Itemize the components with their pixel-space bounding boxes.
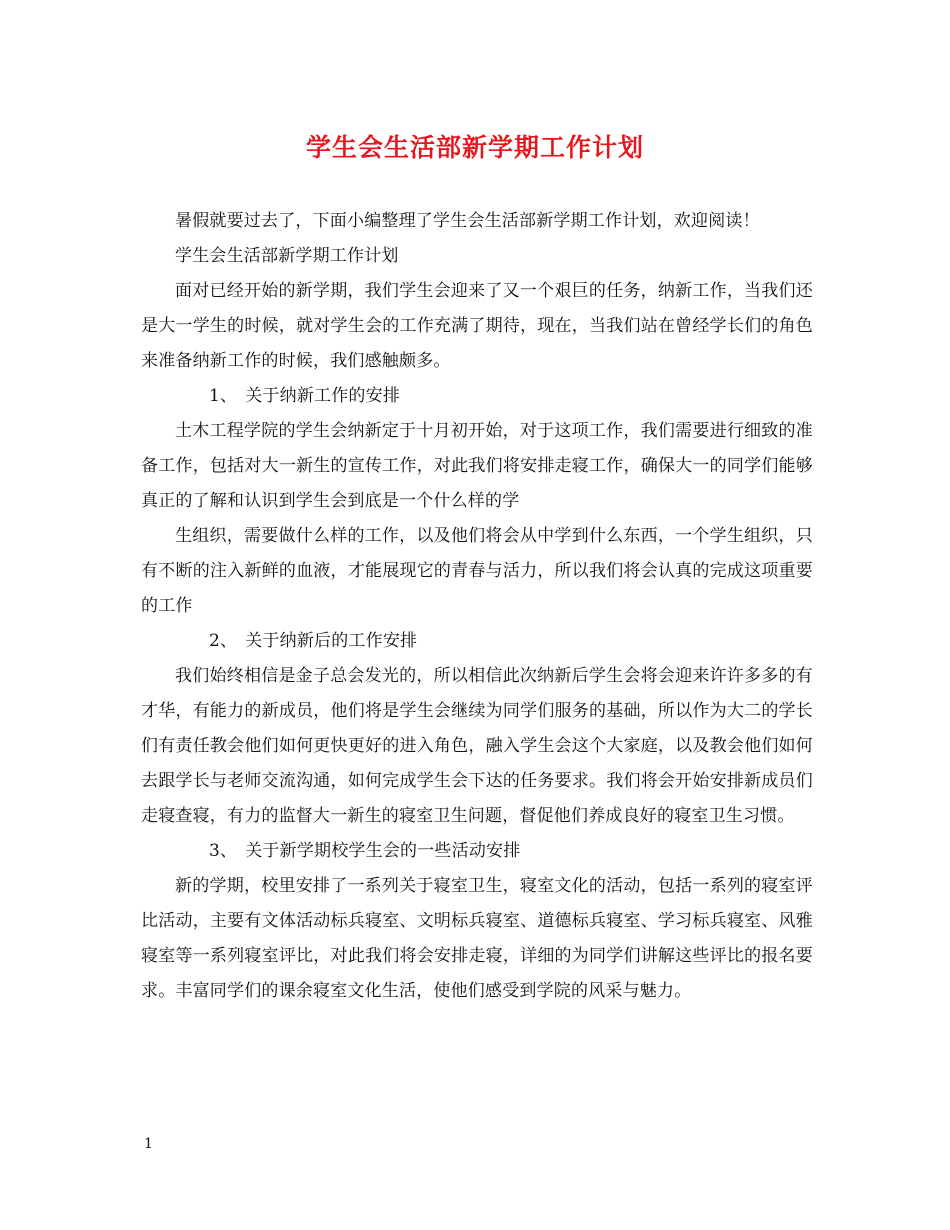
section-number: 1、 <box>209 386 238 406</box>
section-heading-text: 关于新学期校学生会的一些活动安排 <box>245 841 521 861</box>
section-heading-text: 关于纳新工作的安排 <box>245 386 401 406</box>
section-heading <box>141 379 813 414</box>
body-paragraph: 面对已经开始的新学期，我们学生会迎来了又一个艰巨的任务，纳新工作，当我们还是大一学生的时候，就对学生会的工作充满了期待，现在，当我们站在曾经学长们的角色来准备纳新工作的时候，我们感触颇多。 <box>141 281 813 371</box>
section-heading-text: 关于纳新后的工作安排 <box>245 631 418 651</box>
section-heading <box>141 624 813 659</box>
body-paragraph: 土木工程学院的学生会纳新定于十月初开始，对于这项工作，我们需要进行细致的准备工作，包括对大一新生的宣传工作，对此我们将安排走寝工作，确保大一的同学们能够真正的了解和认识到学生会到底是一个什么样的学 <box>141 421 813 511</box>
document-body <box>141 204 813 1009</box>
body-paragraph: 新的学期，校里安排了一系列关于寝室卫生，寝室文化的活动，包括一系列的寝室评比活动，主要有文体活动标兵寝室、文明标兵寝室、道德标兵寝室、学习标兵寝室、风雅寝室等一系列寝室评比，对此我们将会安排走寝，详细的为同学们讲解这些评比的报名要求。丰富同学们的课余寝室文化生活，使他们感受到学院的风采与魅力。 <box>141 876 813 1001</box>
body-paragraph: 生组织，需要做什么样的工作，以及他们将会从中学到什么东西，一个学生组织，只有不断的注入新鲜的血液，才能展现它的青春与活力，所以我们将会认真的完成这项重要的工作 <box>141 526 813 616</box>
section-number: 3、 <box>209 841 238 861</box>
body-paragraph: 我们始终相信是金子总会发光的，所以相信此次纳新后学生会将会迎来许许多多的有才华，有能力的新成员，他们将是学生会继续为同学们服务的基础，所以作为大二的学长们有责任教会他们如何更快更好的进入角色，融入学生会这个大家庭，以及教会他们如何去跟学长与老师交流沟通，如何完成学生会下达的任务要求。我们将会开始安排新成员们走寝查寝，有力的监督大一新生的寝室卫生问题，督促他们养成良好的寝室卫生习惯。 <box>141 666 813 826</box>
intro-paragraph: 暑假就要过去了，下面小编整理了学生会生活部新学期工作计划，欢迎阅读！ <box>175 211 760 231</box>
subtitle-paragraph: 学生会生活部新学期工作计划 <box>175 246 399 266</box>
section-heading <box>141 834 813 869</box>
section-number: 2、 <box>209 631 238 651</box>
page-number: 1 <box>144 1136 153 1152</box>
document-title: 学生会生活部新学期工作计划 <box>305 133 644 162</box>
